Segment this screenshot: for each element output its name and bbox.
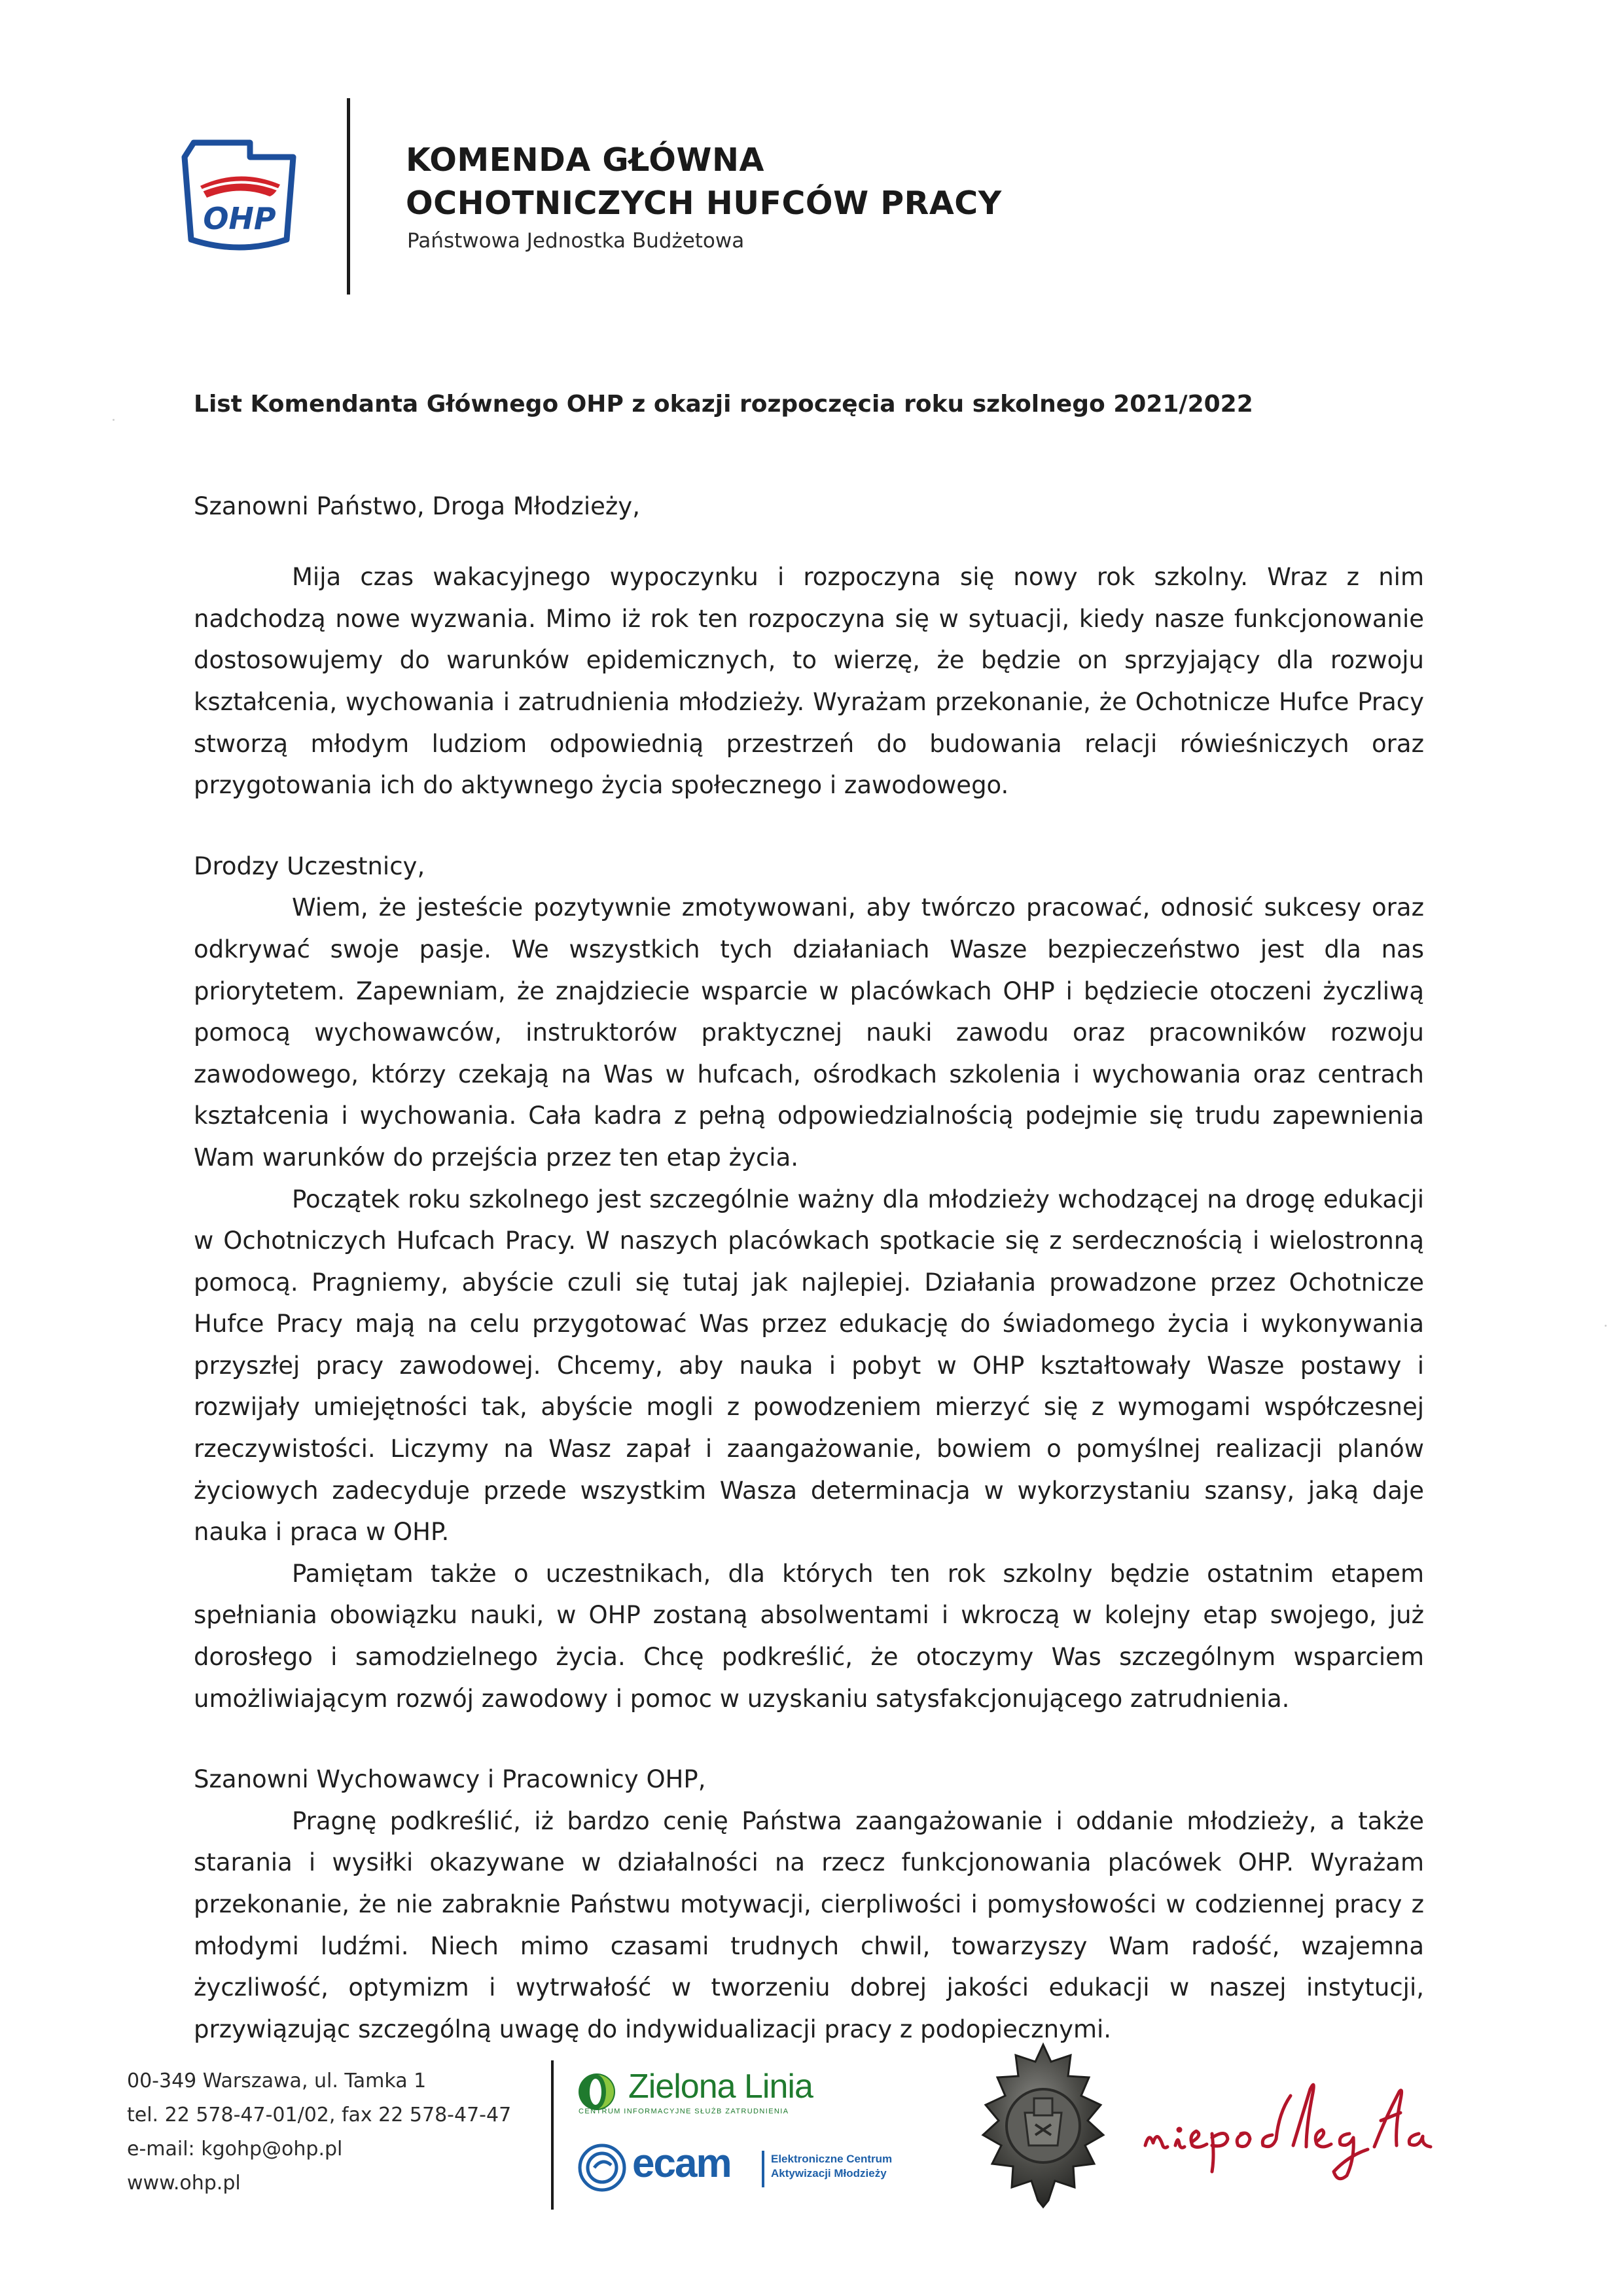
salutation-general: Szanowni Państwo, Droga Młodzieży, — [194, 492, 640, 520]
salutation-staff: Szanowni Wychowawcy i Pracownicy OHP, — [194, 1765, 706, 1794]
ecam-description-line2: Aktywizacji Młodzieży — [771, 2167, 887, 2179]
participants-paragraph-2: Początek roku szkolnego jest szczególnie ważny dla młodzieży wchodzącej na drogę edukacji w Ochotniczych Hufcach Pracy. W naszych placówkach spotkacie się z serdecznością i wielostronną pomocą. Pragniemy, abyście czuli się tutaj jak najlepiej. Działania prowadzone przez Ochotnicze Hufce Pracy mają na celu przygotować Was przez edukację do świadomego życia i wykonywania przyszłej pracy zawodowej. Chcemy, aby nauka i pobyt w OHP kształtowały Wasze postawy i rozwijały umiejętności tak, abyście mogli z powodzeniem mierzyć się z wymogami współczesnej rzeczywistości. Liczymy na Wasz zapał i zaangażowanie, bowiem o pomyślnej realizacji planów życiowych zadecyduje przede wszystkim Wasza determinacja w wykorzystaniu szansy, jaką daje nauka i praca w OHP. — [194, 1185, 1424, 1547]
participants-paragraph-3: Pamiętam także o uczestnikach, dla których ten rok szkolny będzie ostatnim etapem spełniania obowiązku nauki, w OHP zostaną absolwentami i wkroczą w kolejny etap swojego, już dorosłego i samodzielnego życia. Chcę podkreślić, że otoczymy Was szczególnym wsparciem umożliwiającym rozwój zawodowy i pomoc w uzyskaniu satysfakcjonującego zatrudnienia. — [194, 1559, 1424, 1713]
footer-website[interactable]: www.ohp.pl — [127, 2172, 241, 2195]
ecam-name: ecam — [632, 2141, 731, 2186]
footer-address: 00-349 Warszawa, ul. Tamka 1 — [127, 2070, 427, 2092]
ecam-description — [771, 2152, 892, 2181]
ecam-separator — [762, 2151, 764, 2187]
footer-phone: tel. 22 578-47-01/02, fax 22 578-47-47 — [127, 2104, 512, 2126]
participants-paragraph-1: Wiem, że jesteście pozytywnie zmotywowani, aby twórczo pracować, odnosić sukcesy oraz odkrywać swoje pasje. We wszystkich tych działaniach Wasze bezpieczeństwo jest dla nas priorytetem. Zapewniam, że znajdziecie wsparcie w placówkach OHP i będziecie otoczeni życzliwą pomocą wychowawców, instruktorów praktycznej nauki zawodu oraz pracowników rozwoju zawodowego, którzy czekają na Was w hufcach, ośrodkach szkolenia i wychowania oraz centrach kształcenia i wychowania. Cała kadra z pełną odpowiedzialnością podejmie się trudu zapewnienia Wam warunków do przejścia przez ten etap życia. — [194, 893, 1424, 1172]
niepodlegla-signature — [1139, 2073, 1492, 2185]
ohp-emblem-badge — [972, 2036, 1114, 2219]
ecam-logo — [576, 2139, 916, 2204]
institution-title-line1: KOMENDA GŁÓWNA — [406, 141, 764, 179]
ecam-description-line1: Elektroniczne Centrum — [771, 2153, 893, 2165]
letter-body — [194, 384, 1424, 2050]
footer-address-block — [127, 2064, 511, 2200]
ecam-mark-icon — [576, 2142, 628, 2194]
zielona-linia-name: Zielona Linia — [628, 2068, 813, 2106]
footer-email[interactable]: e-mail: kgohp@ohp.pl — [127, 2138, 343, 2161]
institution-subtitle: Państwowa Jednostka Budżetowa — [407, 229, 745, 253]
staff-paragraph: Pragnę podkreślić, iż bardzo cenię Państwa zaangażowanie i oddanie młodzieży, a także starania i wysiłki okazywane w działalności na rzecz funkcjonowania placówek OHP. Wyrażam przekonanie, że nie zabraknie Państwu motywacji, cierpliwości i pomysłowości w codziennej pracy z młodymi ludźmi. Niech mimo czasami trudnych chwil, towarzyszy Wam radość, wzajemna życzliwość, optymizm i wytrwałość w tworzeniu dobrej jakości edukacji w naszej instytucji, przywiązując szczególną uwagę do indywidualizacji pracy z podopiecznymi. — [194, 1806, 1424, 2043]
zielona-linia-tagline: CENTRUM INFORMACYJNE SŁUŻB ZATRUDNIENIA — [579, 2108, 789, 2115]
header-divider — [347, 98, 350, 295]
scan-speck — [1605, 1325, 1607, 1327]
letter-title: List Komendanta Głównego OHP z okazji rozpoczęcia roku szkolnego 2021/2022 — [194, 391, 1253, 418]
ohp-logo-text: OHP — [203, 201, 276, 236]
zielona-linia-logo — [576, 2067, 812, 2119]
intro-paragraph: Mija czas wakacyjnego wypoczynku i rozpoczyna się nowy rok szkolny. Wraz z nim nadchodzą nowe wyzwania. Mimo iż rok ten rozpoczyna się w sytuacji, kiedy nasze funkcjonowanie dostosowujemy do warunków epidemicznych, to wierzę, że będzie on sprzyjający dla rozwoju kształcenia, wychowania i zatrudnienia młodzieży. Wyrażam przekonanie, że Ochotnicze Hufce Pracy stworzą młodym ludziom odpowiednią przestrzeń do budowania relacji rówieśniczych oraz przygotowania ich do aktywnego życia społecznego i zawodowego. — [194, 563, 1424, 800]
institution-title-line2: OCHOTNICZYCH HUFCÓW PRACY — [406, 185, 1002, 222]
zielona-linia-mark-icon — [576, 2071, 618, 2113]
institution-title — [406, 139, 1002, 225]
salutation-participants: Drodzy Uczestnicy, — [194, 852, 425, 880]
ohp-logo — [171, 128, 308, 259]
footer-divider — [551, 2060, 554, 2210]
scan-speck — [113, 419, 115, 421]
